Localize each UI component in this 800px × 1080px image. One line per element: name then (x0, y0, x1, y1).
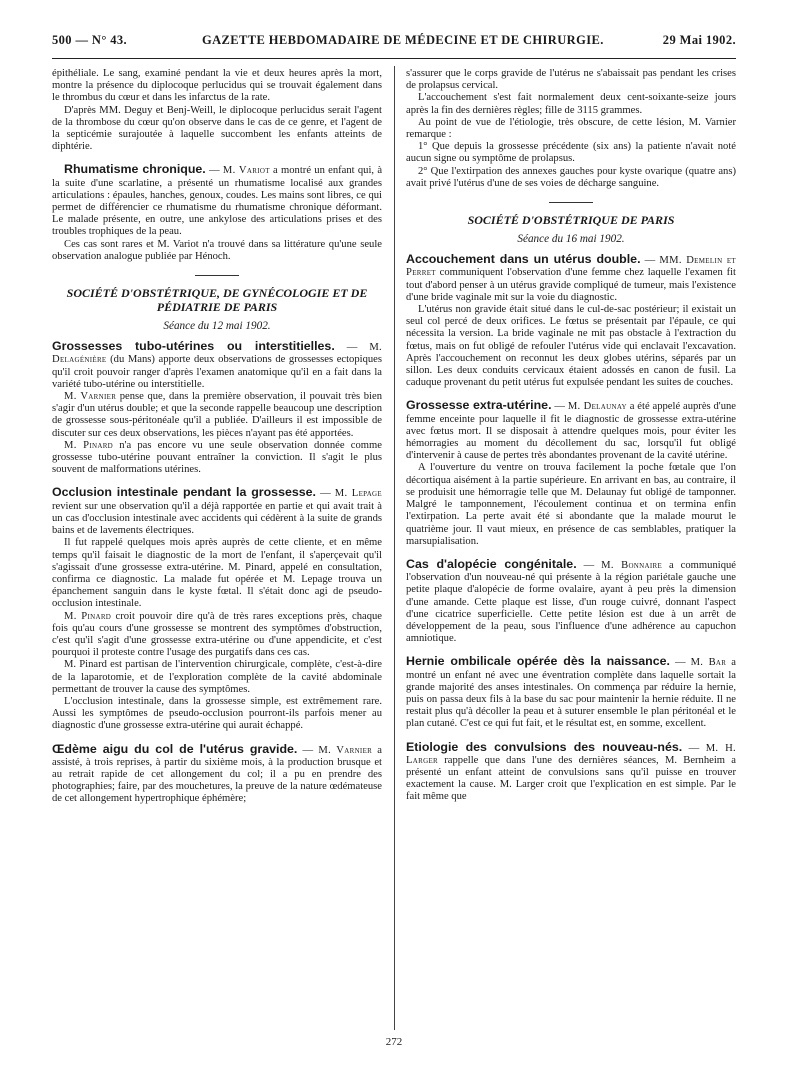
header-issue: 500 — N° 43. (52, 33, 128, 47)
article-title: Occlusion intestinale pendant la grossesse. (52, 485, 316, 500)
article-text: a assisté, à trois reprises, à partir du sixième mois, à la production brusque et au retrait rapide de cet allongement du col; il a pu en prendre des photographies; faire, par des mouchetures, la preuve de la nature œdémateuse de cet allongement hypertrophique éphémère; (52, 744, 382, 805)
page-number: 272 (385, 1036, 403, 1048)
society-heading: SOCIÉTÉ D'OBSTÉTRIQUE DE PARIS (467, 213, 675, 228)
author: M. H. Larger (406, 742, 737, 766)
article-title: Rhumatisme chronique. (64, 162, 206, 177)
article-title: Etiologie des convulsions des nouveau-nés. (406, 739, 683, 754)
article-text: a montré un enfant qui, à la suite d'une scarlatine, a présenté un rhumatisme localisé aux grandes articulations : épaules, hanches, genoux, coudes. Les mains sont libres, ce qui permet de différencier ce rhumatisme du rhumatisme chronique déformant. Le malade présente, en outre, une ankylose des articulations prises et des troubles trophiques de la peau. (52, 165, 383, 238)
author: M. Bar (690, 657, 727, 669)
article-title: Grossesse extra-utérine. (406, 398, 552, 413)
paragraph: 2° Que l'extirpation des annexes gauches pour kyste ovarique (quatre ans) avait privé l'utérus d'une de ses voies de décharge sanguine. (406, 165, 736, 189)
paragraph (52, 391, 382, 440)
journal-page (52, 30, 736, 1070)
article-text: pense que, dans la première observation, il pouvait très bien s'agir d'un utérus double; et que la seconde rappelle beaucoup une description de grossesse sous-péritonéale qu'il a publiée. D'ailleurs il est impossible de discuter sur ces deux observations, les pièces n'ayant pas été apportées. (52, 391, 382, 439)
paragraph: s'assurer que le corps gravide de l'utérus ne s'abaissait pas pendant les crises de prolapsus cervical. (406, 68, 736, 92)
article-text: rappelle que dans l'une des dernières séances, M. Bernheim a présenté un enfant atteint de convulsions sans qu'il puisse en trouver exactement la cause. M. Larger croit que l'explication en est simple. Par le fait même que (406, 754, 736, 803)
section-rule (195, 275, 239, 276)
seance-date: Séance du 16 mai 1902. (517, 233, 625, 246)
column-divider (394, 66, 395, 1030)
paragraph: Au point de vue de l'étiologie, très obscure, de cette lésion, M. Varnier remarque : (406, 116, 736, 141)
paragraph: Il fut rappelé quelques mois après auprès de cette cliente, et en même temps qu'il faisait le diagnostic de la mort de l'enfant, il s'aperçevait qu'il s'agissait d'une grossesse extra-utérine. M. Pinard, appelé en consultation, confirma ce diagnostic. La malade fut opérée et M. Lepage trouva un épanchement sanguin dans le kyste fœtal. Il s'était donc agi de pseudo-occlusion intestinale. (52, 537, 382, 610)
seance-date: Séance du 12 mai 1902. (163, 320, 271, 333)
author: M. Varnier (64, 391, 117, 403)
society-heading: SOCIÉTÉ D'OBSTÉTRIQUE, DE GYNÉCOLOGIE ET DE PÉDIATRIE DE PARIS (66, 286, 368, 315)
article-title: Œdème aigu du col de l'utérus gravide. (52, 741, 298, 756)
author: M. Lepage (334, 488, 382, 500)
left-column (52, 68, 382, 806)
article-title: Grossesses tubo-utérines ou interstitielles. (52, 339, 335, 354)
author: M. Pinard (64, 439, 114, 451)
article-text: a montré un enfant né avec une éventration complète dans laquelle sortait la grande majorité des anses intestinales. On commença par réduire la hernie, puis on passa deux fils à la base du sac pour maintenir la hernie réduite. Il ne restait plus qu'à décoller la peau et à suturer ensemble le plan péritonéal et le plan cutané. C'est ce qui fut fait, et le résultat est, en somme, excellent. (406, 657, 736, 730)
paragraph: L'occlusion intestinale, dans la grossesse simple, est extrêmement rare. Aussi les symptômes de pseudo-occlusion pourront-ils parfois mener au diagnostic d'une grossesse extra-utérine qui aurait échappé. (52, 695, 382, 732)
author: M. Variot (222, 165, 270, 177)
author: M. Delagénière (52, 342, 382, 366)
paragraph (52, 611, 382, 660)
paragraph: D'après MM. Deguy et Benj-Weill, le diplocoque perlucidus serait l'agent de la thrombose du cœur qu'on observe dans le cas de ce genre, et l'agent de la septicémie surajoutée à laquelle succombent les enfants atteints de diphtérie. (52, 104, 382, 153)
paragraph (52, 440, 382, 477)
section-rule (549, 202, 593, 203)
article-grossesse-extra: Grossesse extra-utérine. — M. Delaunay a été appelé auprès d'une femme enceinte pour laquelle il fit le diagnostic de grossesse extra-utérine avec fœtus mort. Il se disposait à attendre quelques mois, pour éviter les hémorragies au moment du décollement du sac, lorsqu'il fut obligé d'intervenir à cause de pertes très abondantes provenant de la cavité utérine. (406, 398, 736, 462)
article-rhumatisme: Rhumatisme chronique. — M. Variot a montré un enfant qui, à la suite d'une scarlatine, a présenté un rhumatisme localisé aux grandes articulations : épaules, hanches, genoux, coudes. Les mains sont libres, ce qui permet de différencier ce rhumatisme du rhumatisme chronique déformant. Le malade présente, en outre, une ankylose des articulations prises et des troubles trophiques de la peau. (52, 162, 383, 238)
paragraph: L'utérus non gravide était situé dans le cul-de-sac postérieur; il existait un seul col percé de deux orifices. Le fœtus se présentait par l'épaule, ce qui nécessita la version. La bride vaginale ne mit pas obstacle à l'extraction du fœtus, mais on fut obligé de refouler l'utérus vide qui enclavait l'excavation. Après l'accouchement on reconnut les deux globes utérins, séparés par un sillon. Les deux conduits cervicaux étaient adossés en canon de fusil. La caduque provenant du petit utérus fut expulsée pendant les suites de couches. (406, 304, 736, 389)
author: M. Bonnaire (601, 559, 663, 571)
article-title: Hernie ombilicale opérée dès la naissance. (406, 654, 670, 669)
paragraph: A l'ouverture du ventre on trouva facilement la poche fœtale que l'on décortiqua aisément à la partie supérieure. En arrivant en bas, au contraire, il se produisit une hémorragie telle que M. Delaunay fut obligé de tamponner. Malgré le tamponnement, l'écoulement continua et on termina enfin l'extirpation. La perte avait été si abondante que la malade mourut le quatrième jour. Il vaut mieux, en présence de cas semblables, pratiquer la marsupialisation. (406, 462, 736, 547)
article-hernie: Hernie ombilicale opérée dès la naissance. — M. Bar a montré un enfant né avec une éventration complète dans laquelle sortait la grande majorité des anses intestinales. On commença par réduire la hernie, puis on passa deux fils à la base du sac pour maintenir la hernie réduite. Il ne restait plus qu'à décoller la peau et à suturer ensemble le plan péritonéal et le plan cutané. C'est ce qui fut fait, et le résultat est, en somme, excellent. (406, 654, 736, 730)
author: M. Pinard (64, 610, 112, 622)
running-header (52, 30, 736, 52)
header-journal-title: GAZETTE HEBDOMADAIRE DE MÉDECINE ET DE CHIRURGIE. (202, 33, 604, 47)
article-text: (du Mans) apporte deux observations de grossesses ectopiques qu'il croit pouvoir ranger d'après l'examen anatomique qu'il en a fait dans la variété tubo-utérine ou interstitielle. (52, 354, 382, 390)
paragraph: Ces cas sont rares et M. Variot n'a trouvé dans sa littérature qu'une seule observation analogue publiée par Hénoch. (52, 238, 382, 262)
author: M. Delaunay (567, 401, 627, 413)
paragraph: M. Pinard est partisan de l'intervention chirurgicale, complète, c'est-à-dire de la laparotomie, et de l'exploration complète de la cavité abdominale permettant de trouver la cause des symptômes. (52, 659, 382, 695)
author: M. Varnier (318, 744, 373, 756)
article-etiologie: Etiologie des convulsions des nouveau-nés. — M. H. Larger rappelle que dans l'une des dernières séances, M. Bernheim a présenté un enfant atteint de convulsions sans qu'il puisse en trouver exactement la cause. M. Larger croit que l'explication en est simple. Par le fait même que (406, 739, 737, 803)
right-column (406, 68, 736, 804)
article-oedeme: Œdème aigu du col de l'utérus gravide. — M. Varnier a assisté, à trois reprises, à partir du sixième mois, à la production brusque et au retrait rapide de cet allongement du col; il a pu en prendre des photographies; faire, par des mouchetures, la preuve de la nature œdémateuse de cet allongement hypertrophique éphémère; (52, 741, 382, 805)
article-title: Accouchement dans un utérus double. (406, 252, 641, 267)
paragraph: 1° Que depuis la grossesse précédente (six ans) la patiente n'avait noté aucun signe ou symptôme de prolapsus. (406, 141, 736, 165)
article-text: a communiqué l'observation d'un nouveau-né qui présente à la région pariétale gauche une petite plaque d'alopécie de forme ovalaire, ayant à peu près la dimension d'une amande. Cette plaque est lisse, d'un rouge cuivré, donnant l'aspect d'une cicatrice superficielle. Cette petite lésion est due à un arrêt de développement de la peau, sous l'influence d'une adhérence au capuchon amniotique. (406, 559, 736, 645)
article-title: Cas d'alopécie congénitale. (406, 556, 577, 571)
article-alopecie: Cas d'alopécie congénitale. — M. Bonnaire a communiqué l'observation d'un nouveau-né qui présente à la région pariétale gauche une petite plaque d'alopécie de forme ovalaire, ayant à peu près la dimension d'une amande. Cette plaque est lisse, d'un rouge cuivré, donnant l'aspect d'une cicatrice superficielle. Cette petite lésion est due à un arrêt de développement de la peau, sous l'influence d'une adhérence au capuchon amniotique. (406, 556, 736, 645)
paragraph: épithéliale. Le sang, examiné pendant la vie et deux heures après la mort, montre la présence du diplocoque perlucidus qui se trouvait également dans le thrombus du cœur et dans les infarctus de la rate. (52, 68, 382, 104)
article-occlusion: Occlusion intestinale pendant la grossesse. — M. Lepage revient sur une observation qu'il a déjà rapportée en partie et qui avait trait à un cas d'occlusion intestinale avec accidents qui cédèrent à la suite de grands bains et de lavements électriques. (52, 485, 382, 537)
article-text: a été appelé auprès d'une femme enceinte pour laquelle il fit le diagnostic de grossesse extra-utérine avec fœtus mort. Il se disposait à attendre quelques mois, pour éviter les hémorragies au moment du décollement du sac, lorsqu'il fut obligé d'intervenir à cause de pertes très abondantes provenant de la cavité utérine. (406, 401, 736, 462)
article-text: croit pouvoir dire qu'à de très rares exceptions près, chaque fois qu'au cours d'une grossesse se montrent des symptômes d'obstruction, c'est qu'il s'agit d'une grossesse extra-utérine ou d'une appendicite, et c'est pourquoi il proteste contre l'usage des purgatifs dans ces cas. (52, 610, 382, 659)
article-text: revient sur une observation qu'il a déjà rapportée en partie et qui avait trait à un cas d'occlusion intestinale avec accidents qui cédèrent à la suite de grands bains et de lavements électriques. (52, 500, 382, 537)
paragraph: L'accouchement s'est fait normalement deux cent-soixante-seize jours après la fin des dernières règles; fille de 3115 grammes. (406, 92, 736, 116)
header-date: 29 Mai 1902. (662, 33, 736, 47)
author: MM. Demelin et Perret (406, 255, 737, 279)
header-rule (52, 58, 736, 59)
article-grossesses: Grossesses tubo-utérines ou interstitielles. — M. Delagénière (du Mans) apporte deux observations de grossesses ectopiques qu'il croit pouvoir ranger d'après l'examen anatomique qu'il en a fait dans la variété tubo-utérine ou interstitielle. (52, 339, 382, 390)
article-accouchement: Accouchement dans un utérus double. — MM. Demelin et Perret communiquent l'observation d'une femme chez laquelle l'examen fit tout d'abord penser à un utérus gravide compliqué de tumeur, mais l'existence d'une bride vaginale mit sur la voie du diagnostic. (406, 252, 737, 303)
article-text: communiquent l'observation d'une femme chez laquelle l'examen fit tout d'abord penser à un utérus gravide compliqué de tumeur, mais l'existence d'une bride vaginale mit sur la voie du diagnostic. (406, 267, 736, 303)
article-text: n'a pas encore vu une seule observation donnée comme grossesse tubo-utérine pouvant entraîner la conviction. Il s'agit le plus souvent de malformations utérines. (52, 439, 382, 476)
